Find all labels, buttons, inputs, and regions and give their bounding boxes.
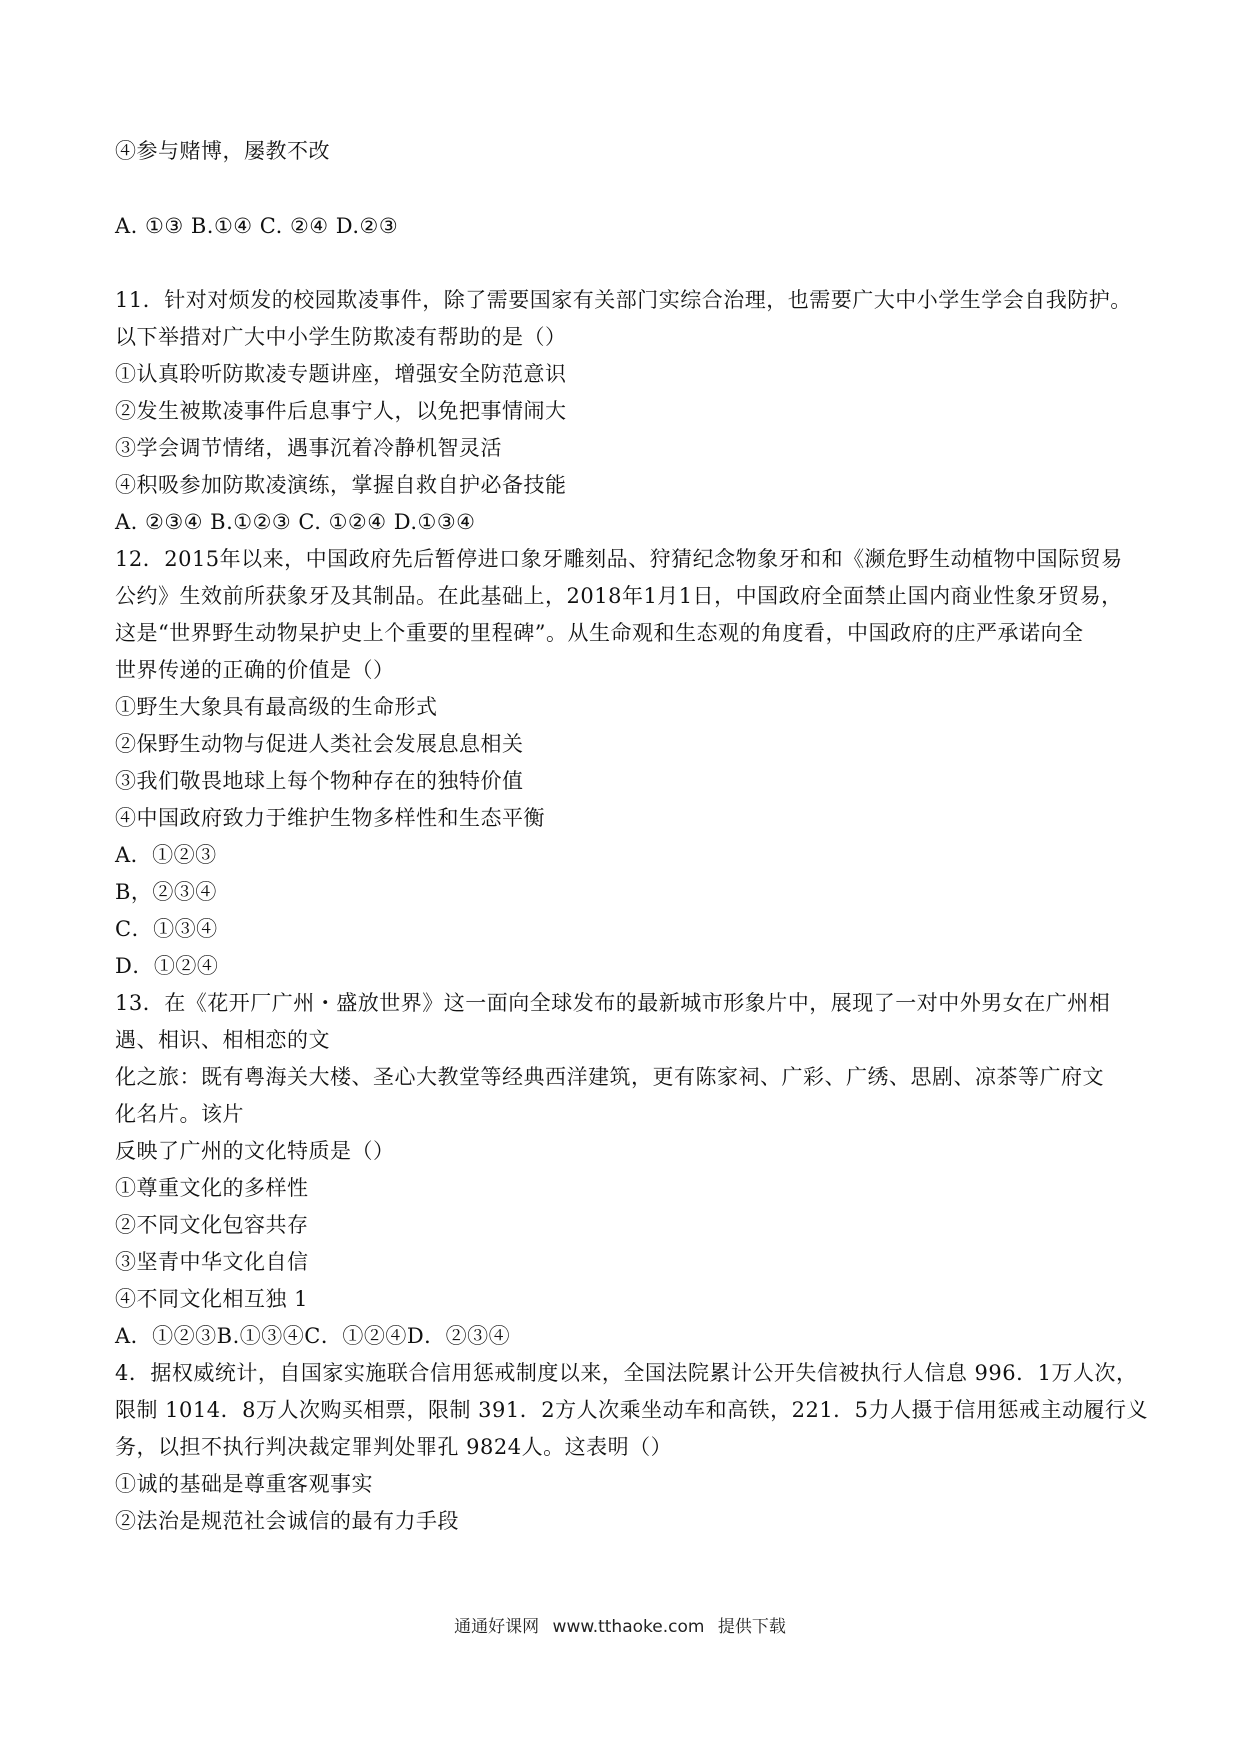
text-line: 以下举措对广大中小学生防欺凌有帮助的是（） (115, 325, 567, 349)
text-line: 化之旅：既有粤海关大楼、圣心大教堂等经典西洋建筑，更有陈家祠、广彩、广绣、思剧、凉茶等广府文 (115, 1065, 1104, 1089)
text-line: ④不同文化相互独 1 (115, 1287, 309, 1311)
text-line: ④积吸参加防欺凌演练，掌握自救自护必备技能 (115, 473, 567, 497)
text-line: ④参与赌博，屡教不改 (115, 139, 330, 163)
text-line: ③学会调节情绪，遇事沉着冷静机智灵活 (115, 436, 502, 460)
text-line: C．①③④ (115, 917, 218, 941)
footer-note: 提供下载 (717, 1617, 786, 1637)
text-line: ②法治是规范社会诚信的最有力手段 (115, 1509, 459, 1533)
text-line: 反映了广州的文化特质是（） (115, 1139, 395, 1163)
text-line: A．①②③B.①③④C．①②④D．②③④ (115, 1324, 511, 1348)
text-line: ②保野生动物与促进人类社会发展息息相关 (115, 732, 524, 756)
text-line: 世界传递的正确的价值是（） (115, 658, 395, 682)
text-line: ②不同文化包容共存 (115, 1213, 309, 1237)
footer-url[interactable]: www.tthaoke.com (552, 1617, 705, 1637)
text-line: 12．2015年以来，中国政府先后暂停进口象牙雕刻品、狩猜纪念物象牙和和《濒危野生动植物中国际贸易 (115, 547, 1123, 571)
text-line: ①诚的基础是尊重客观事实 (115, 1472, 373, 1496)
text-line: 限制 1014．8万人次购买相票，限制 391．2方人次乘坐动车和高铁，221．5力人摄于信用惩戒主动履行义 (115, 1398, 1149, 1422)
text-line: ③我们敬畏地球上每个物种存在的独特价值 (115, 769, 524, 793)
text-line: A．①②③ (115, 843, 217, 867)
text-line: 公约》生效前所获象牙及其制品。在此基础上，2018年1月1日，中国政府全面禁止国内商业性象牙贸易， (115, 584, 1123, 608)
text-line: ①认真聆听防欺凌专题讲座，增强安全防范意识 (115, 362, 567, 386)
text-line: 这是“世界野生动物杲护史上个重要的里程碑”。从生命观和生态观的角度看，中国政府的庄严承诺向全 (115, 621, 1084, 645)
text-line: ③坚青中华文化自信 (115, 1250, 309, 1274)
text-line: A. ①③ B.①④ C. ②④ D.②③ (115, 214, 399, 238)
text-line: ①野生大象具有最高级的生命形式 (115, 695, 438, 719)
text-line: 遇、相识、相相恋的文 (115, 1028, 330, 1052)
footer-site-name: 通通好课网 (454, 1617, 540, 1637)
text-line: 13．在《花开厂广州・盛放世界》这一面向全球发布的最新城市形象片中，展现了一对中外男女在广州相 (115, 991, 1111, 1015)
page-footer (0, 1612, 1240, 1637)
text-line: 化名片。该片 (115, 1102, 244, 1126)
text-line: B，②③④ (115, 880, 217, 904)
text-line: ④中国政府致力于维护生物多样性和生态平衡 (115, 806, 545, 830)
text-line: D．①②④ (115, 954, 219, 978)
text-line: 4．据权威统计，自国家实施联合信用惩戒制度以来，全国法院累计公开失信被执行人信息 996．1万人次， (115, 1361, 1138, 1385)
text-line: ②发生被欺凌事件后息事宁人，以免把事情闹大 (115, 399, 567, 423)
text-line: A. ②③④ B.①②③ C. ①②④ D.①③④ (115, 510, 476, 534)
text-line: ①尊重文化的多样性 (115, 1176, 309, 1200)
text-line: 务，以担不执行判决裁定罪判处罪孔 9824人。这表明（） (115, 1435, 673, 1459)
text-line: 11．针对对烦发的校园欺凌事件，除了需要国家有关部门实综合治理，也需要广大中小学生学会自我防护。 (115, 288, 1132, 312)
